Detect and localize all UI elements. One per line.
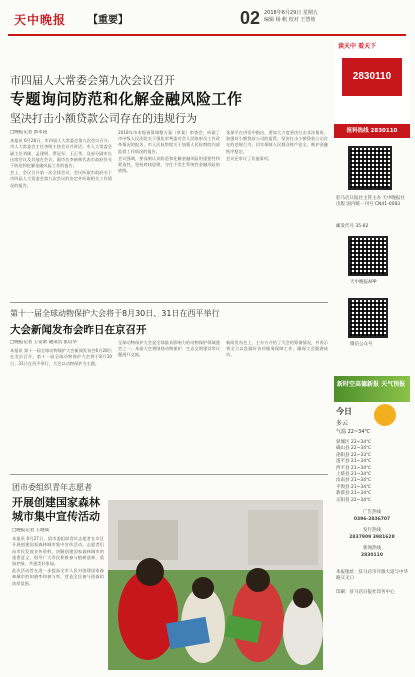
wechat-qr-code-icon [348, 298, 388, 338]
masthead [8, 6, 406, 36]
tip-line-banner: 报料热线 2830110 [334, 124, 410, 138]
ad-box [334, 40, 410, 122]
distribution-hotline: 2837909 3981628 [349, 535, 395, 540]
story1-paragraph: 张保平在讲话中指出，要加大力度坚决打击非法集资，加强对小额贷款公司的监管，坚决打击小额贷款公司存在的违规行为，切实保障人民群众财产安全，维护金融秩序稳定。 [226, 130, 328, 154]
story1-paragraph: 2018年市本级预算调整方案（草案）审查会，听取了市中级人民法院关于强化审判委员会人民陪审员工作改革情况的报告，市人民检察院关于加强人民检察院内部监督工作情况的报告。 [118, 130, 220, 154]
printing-info: 印刷：驻马店日报社印务中心 [336, 590, 395, 595]
news-hotline-label: 新闻热线 [363, 546, 381, 551]
ad-slogan: 读天中 看天下 [338, 43, 377, 50]
story1-paragraph: 会议强调，要深刻认识防范和化解金融风险的重要性和紧迫性，坚持底线思维，守住不发生系统性金融风险的底线。 [118, 155, 220, 174]
story1-headline: 专题询问防范和化解金融风险工作 [10, 90, 243, 108]
story1-paragraph: 本报讯 6月28日，市四届人大常委会第九次会议召开。市人大常委会主任李明主持会议并讲话。市人大常委会副主任刘刚、孟建明、罗冠军，王正华，及部分副市长出席会议及其他在会议，副市长李新林代表市政府作关于防范和化解金融风险工作的报告。 [10, 138, 112, 169]
story2-byline: □晚报记者 王安蕾 通讯员 张培华 [10, 340, 78, 345]
story3-byline: □晚报记者 王晓成 [12, 528, 50, 533]
story1-column-2 [118, 130, 220, 296]
publisher-info: 驻马店日报社主管主办 天中晚报社出版 国内统一刊号 CN41-0083 [336, 196, 405, 207]
app-label: 天中晚报APP [350, 280, 377, 285]
sidebar [334, 40, 410, 670]
story2-column-3 [226, 340, 328, 468]
newspaper-logo: 天中晚报 [14, 13, 67, 27]
page-number: 02 [240, 8, 261, 28]
story3-column [12, 528, 104, 670]
app-qr-code-icon [348, 236, 388, 276]
dateline [264, 10, 324, 24]
story1-column-1 [10, 130, 112, 296]
wechat-label: 微信公众号 [350, 342, 373, 347]
story1-byline: □晚报记者 郭永超 [10, 130, 48, 135]
story1-subhead: 坚决打击小额贷款公司存在的违规行为 [10, 112, 197, 125]
story1-kicker: 市四届人大常委会第九次会议召开 [10, 74, 175, 87]
today-weather: 多云 [336, 420, 349, 427]
story3-paragraph: 本报讯 6月27日，团市委组织青年志愿者在市区开展创建国家森林城市集中宣传活动。志愿者们向市民发放宣传资料，讲解创建国家森林城市的重要意义，倡导广大市民积极参与植树造林，爱绿护绿，共建美好家园。 [12, 536, 104, 567]
county-weather-list: 驿城区 22~34℃ 确山县 22~34℃ 泌阳县 22~33℃ 遂平县 21~34℃ 西平县 21~34℃ 上蔡县 21~34℃ 汝南县 21~34℃ 平舆县 21~34℃ 新蔡县 21~34℃ 正阳县 22~34℃ [336, 440, 372, 503]
story3-headline: 开展创建国家森林城市集中宣传活动 [12, 496, 100, 523]
subscription-code: 邮发代号 35-82 [336, 224, 369, 229]
weather-banner: 新时空高德新报 天气预报 [334, 376, 410, 402]
today-label: 今日 [336, 407, 352, 416]
sun-cloud-icon [374, 404, 396, 426]
ad-phone-number: 2830110 [342, 58, 402, 96]
editors: 编辑 杨 帆 校对 王慧坡 [264, 17, 316, 23]
story3-paragraph: 此次活动旨在进一步提高全市人民对创建国家森林城市的知晓率和参与率，营造全民参与创森的浓厚氛围。 [12, 568, 104, 586]
today-temperature: 气温 22~34℃ [336, 429, 371, 435]
ad-hotline-label: 广告热线 [363, 510, 381, 515]
story2-headline: 大会新闻发布会昨日在京召开 [10, 324, 147, 336]
divider [10, 302, 328, 303]
story2-paragraph: 新闻发布会上，主办方介绍了大会的筹备情况，并表示将全力以赴做好各项服务保障工作，确保大会圆满成功。 [226, 340, 328, 358]
issue-date: 2018年6月29日 星期五 [264, 10, 318, 16]
ad-hotline: 0396-2836707 [353, 517, 391, 522]
photo-illustration [108, 500, 323, 670]
story3-kicker: 团市委组织青年志愿者 [12, 483, 92, 492]
news-hotline: 2830110 [361, 553, 383, 558]
story2-paragraph: 全球动物保护大会是全球最具影响力的动物保护领域盛会之一。本届大会将围绕动物保护、生态文明建设等议题展开交流。 [118, 340, 220, 358]
story1-paragraph: 会议还审议了其他事项。 [226, 155, 273, 161]
story1-column-3 [226, 130, 328, 296]
divider [10, 474, 328, 475]
address: 本报地址：驻马店市开源大道与中华路交叉口 [336, 570, 408, 581]
story2-paragraph: 本报讯 第十一届全球动物保护大会新闻发布会6月28日在北京召开。第十一届全球动物保护大会将于8月30日、31日在西平举行，大会以动物保护为主题。 [10, 348, 112, 366]
story1-paragraph: 会上，会议召开第一次全体会议，会议听取市政府关于市四届人大常委会第九次会议的决定并听取相关工作情况的报告。 [10, 170, 112, 188]
story2-column-2 [118, 340, 220, 468]
story2-column-1 [10, 340, 112, 468]
volunteers-photo [108, 500, 323, 670]
distribution-label: 发行热线 [363, 528, 381, 533]
story2-kicker: 第十一届全球动物保护大会将于8月30日、31日在西平举行 [10, 309, 220, 318]
section-label: 【重要】 [88, 15, 128, 26]
qr-code-icon [348, 146, 392, 190]
